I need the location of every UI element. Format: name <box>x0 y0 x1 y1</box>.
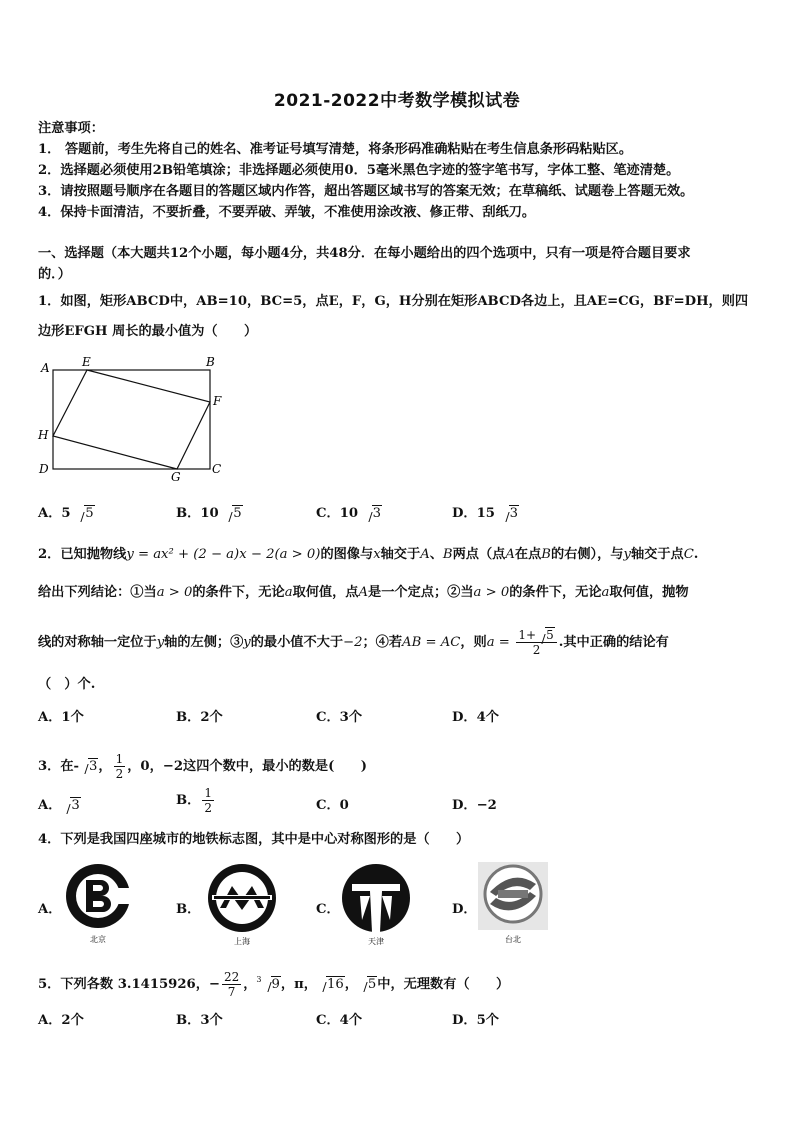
label-g: G <box>171 470 181 484</box>
q3-option-b[interactable]: B． $\frac{1}{2}$ <box>176 786 212 815</box>
notice-item: 4．保持卡面清洁，不要折叠，不要弄破、弄皱，不准使用涂改液、修正带、刮纸刀。 <box>38 205 536 220</box>
q1-text: 1．如图，矩形ABCD中，AB=10，BC=5，点E，F，G，H分别在矩形ABCD各边上，且AE=CG，BF=DH，则四 <box>38 294 749 309</box>
q3-text: 3．在- 3， $\frac{1}{2}$ ，0，−2这四个数中，最小的数是( ) <box>38 752 367 781</box>
q2-option-a[interactable]: A．1个 <box>38 710 84 725</box>
label-b: B <box>206 355 215 369</box>
q3-option-c[interactable]: C．0 <box>316 798 349 813</box>
page-title: 2021-2022中考数学模拟试卷 <box>273 91 521 111</box>
label-a: A <box>41 361 50 375</box>
q5-option-b[interactable]: B．3个 <box>176 1013 223 1028</box>
q5-text: 5．下列各数 3.1415926，− $\frac{22}{7}$ ，$^3$ 9，π， 16， 5中，无理数有（ ） <box>38 970 510 999</box>
q1-text-cont: 边形EFGH 周长的最小值为（ ） <box>38 324 258 339</box>
rectangle-abcd <box>53 370 210 469</box>
quadrilateral-efgh <box>53 370 210 469</box>
tianjin-metro-logo <box>340 862 412 934</box>
label-h: H <box>38 428 49 442</box>
section-heading-cont: 的．） <box>38 267 71 282</box>
q4-option-d[interactable]: D． <box>452 902 477 917</box>
q2-option-d[interactable]: D．4个 <box>452 710 499 725</box>
notice-item: 3．请按照题号顺序在各题目的答题区域内作答，超出答题区域书写的答案无效；在草稿纸、试题卷上答题无效。 <box>38 184 694 199</box>
logo-caption-shanghai: 上海 <box>234 937 250 946</box>
label-d: D <box>39 462 49 476</box>
q2-text-line4: （ ）个. <box>38 677 96 692</box>
q4-option-c[interactable]: C． <box>316 902 340 917</box>
label-c: C <box>212 462 222 476</box>
q2-text-line3: 线的对称轴一定位于y轴的左侧；③y的最小值不大于−2；④若AB = AC，则a = $\frac{1+ 5}{2}$ .其中正确的结论有 <box>38 628 669 657</box>
q5-option-a[interactable]: A．2个 <box>38 1013 84 1028</box>
q5-option-c[interactable]: C．4个 <box>316 1013 363 1028</box>
q2-text-line2: 给出下列结论：①当a > 0的条件下，无论a取何值，点A是一个定点；②当a > 0的条件下，无论a取何值，抛物 <box>38 585 689 600</box>
label-e: E <box>82 355 91 369</box>
q1-option-d[interactable]: D．15 3 <box>452 506 518 521</box>
notice-item: 1． 答题前，考生先将自己的姓名、准考证号填写清楚，将条形码准确粘贴在考生信息条形码粘贴区。 <box>38 142 633 157</box>
logo-caption-beijing: 北京 <box>90 935 106 944</box>
q1-option-b[interactable]: B．10 5 <box>176 506 242 521</box>
rectangle-figure <box>32 352 232 487</box>
q3-option-a[interactable]: A． 3 <box>38 798 80 813</box>
section-heading: 一、选择题（本大题共12个小题，每小题4分，共48分．在每小题给出的四个选项中，只有一项是符合题目要求 <box>38 246 691 261</box>
beijing-metro-logo <box>64 862 132 930</box>
notice-item: 2．选择题必须使用2B铅笔填涂；非选择题必须使用0．5毫米黑色字迹的签字笔书写，字体工整、笔迹清楚。 <box>38 163 680 178</box>
q5-option-d[interactable]: D．5个 <box>452 1013 499 1028</box>
q2-option-b[interactable]: B．2个 <box>176 710 223 725</box>
q3-option-d[interactable]: D．−2 <box>452 798 497 813</box>
shanghai-metro-logo <box>206 862 278 934</box>
q4-option-b[interactable]: B． <box>176 902 201 917</box>
logo-caption-tianjin: 天津 <box>368 937 384 946</box>
label-f: F <box>213 394 222 408</box>
q1-option-a[interactable]: A．5 5 <box>38 506 94 521</box>
taipei-metro-logo <box>478 862 548 930</box>
logo-caption-taipei: 台北 <box>505 935 521 944</box>
q4-text: 4．下列是我国四座城市的地铁标志图，其中是中心对称图形的是（ ） <box>38 832 470 847</box>
q2-text-line1: 2．已知抛物线y = ax² + (2 − a)x − 2(a > 0)的图像与x轴交于A、B两点（点A在点B的右侧），与y轴交于点C. <box>38 547 699 562</box>
q1-option-c[interactable]: C．10 3 <box>316 506 382 521</box>
q4-option-a[interactable]: A． <box>38 902 62 917</box>
q2-option-c[interactable]: C．3个 <box>316 710 363 725</box>
notice-heading: 注意事项： <box>38 121 104 136</box>
